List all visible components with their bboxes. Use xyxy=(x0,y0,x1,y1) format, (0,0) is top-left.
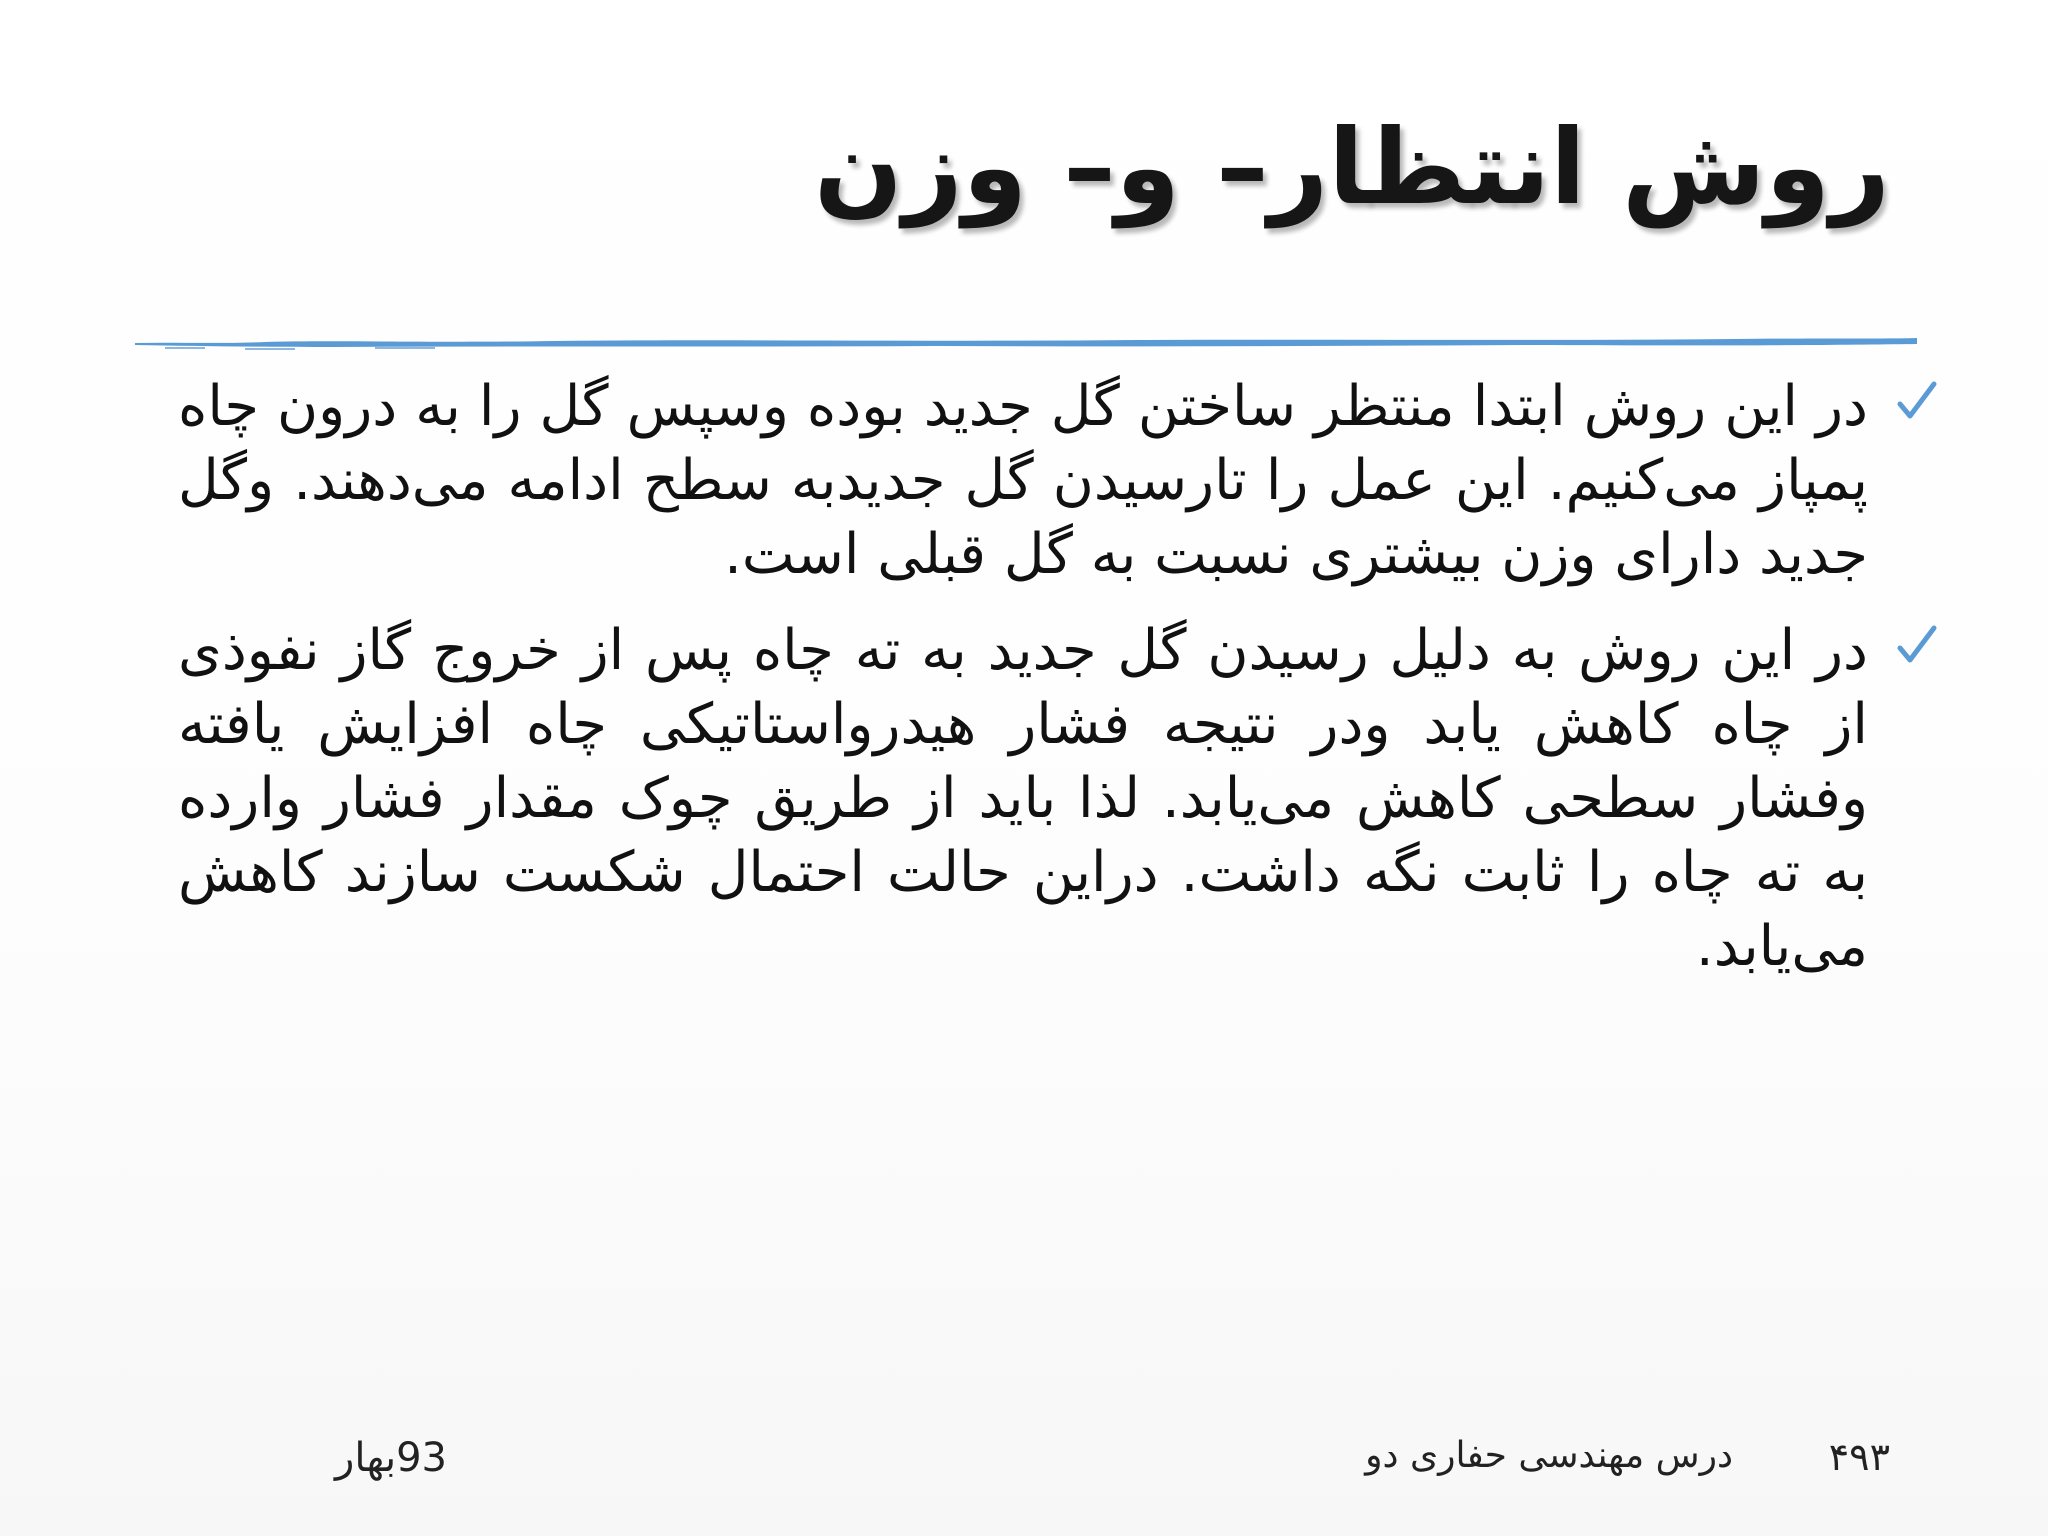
season-label: 93بهار xyxy=(335,1435,447,1481)
course-name: درس مهندسی حفاری دو xyxy=(1365,1435,1733,1476)
bullet-text: در این روش به دلیل رسیدن گل جدید به ته چاه پس از خروج گاز نفوذی از چاه کاهش یابد ودر نتیجه فشار هیدرواستاتیکی چاه افزایش یافته وفشار سطحی کاهش می‌یابد. لذا باید از طریق چوک مقدار فشار وارده به ته چاه را ثابت نگه داشت. دراین حالت احتمال شکست سازند کاهش می‌یابد. xyxy=(178,618,1868,979)
check-icon xyxy=(1896,380,1938,424)
bullet-item xyxy=(158,370,1898,592)
bullet-text: در این روش ابتدا منتظر ساختن گل جدید بوده وسپس گل را به درون چاه پمپاز می‌کنیم. این عمل را تارسیدن گل جدیدبه سطح ادامه می‌دهند. وگل جدید دارای وزن بیشتری نسبت به گل قبلی است. xyxy=(178,374,1868,587)
content-area xyxy=(158,370,1898,1006)
page-number: ۴۹۳ xyxy=(1828,1435,1890,1479)
slide-title: روش انتظار– و– وزن xyxy=(814,106,1890,228)
check-icon xyxy=(1896,624,1938,668)
bullet-item xyxy=(158,614,1898,984)
title-divider xyxy=(135,330,1917,354)
